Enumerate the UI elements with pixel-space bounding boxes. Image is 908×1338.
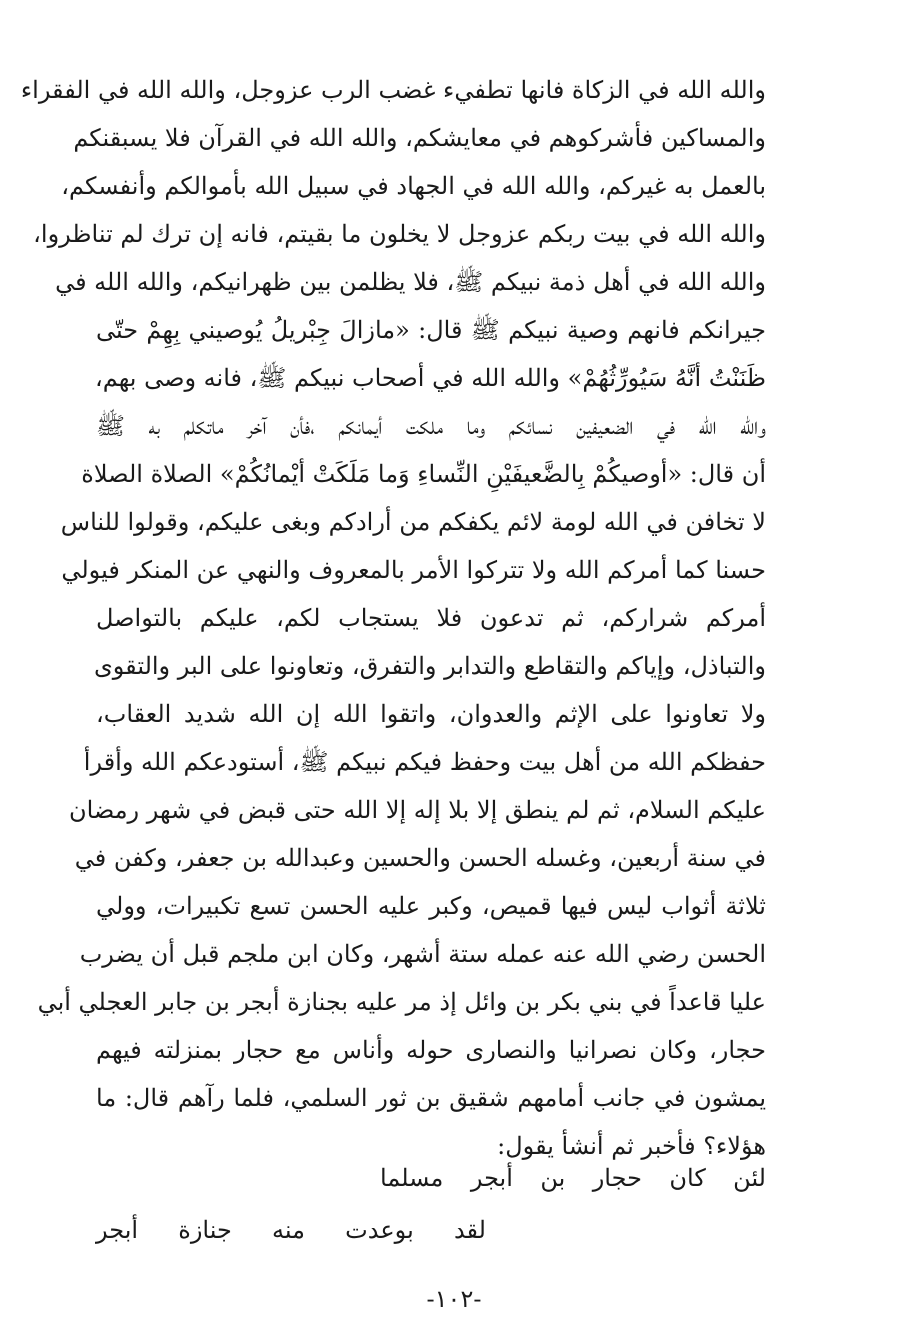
text-line-21: حجار، وكان نصرانيا والنصارى حوله وأناس مع حجار بمنزلته فيهم <box>96 1036 766 1064</box>
text-line-10: لا تخافن في الله لومة لائم يكفكم من أرادكم وبغى عليكم، وقولوا للناس <box>60 508 766 536</box>
text-line-22: يمشون في جانب أمامهم شقيق بن ثور السلمي، فلما رآهم قال: ما <box>96 1084 766 1112</box>
text-line-17: في سنة أربعين، وغسله الحسن والحسين وعبدالله بن جعفر، وكفن في <box>74 844 766 872</box>
text-line-3: بالعمل به غيركم، والله الله في الجهاد في سبيل الله بأموالكم وأنفسكم، <box>61 172 766 200</box>
text-line-11: حسنا كما أمركم الله ولا تتركوا الأمر بالمعروف والنهي عن المنكر فيولي <box>61 556 766 584</box>
text-line-23: هؤلاء؟ فأخبر ثم أنشأ يقول: <box>497 1132 766 1160</box>
text-line-2: والمساكين فأشركوهم في معايشكم، والله الله في القرآن فلا يسبقنكم <box>73 124 766 152</box>
body-text <box>20 66 766 1170</box>
text-line-8: والله الله في الضعيفين نسائكم وما ملكت أيمانكم ،فأن آخر ماتكلم به ﷺ <box>96 412 766 440</box>
text-line-13: والتباذل، وإياكم والتقاطع والتدابر والتفرق، وتعاونوا على البر والتقوى <box>94 652 766 680</box>
text-line-9: أن قال: «أوصيكُمْ بِالضَّعيفَيْنِ النِّساءِ وَما مَلَكَتْ أيْمانُكُمْ» الصلاة الصلاة <box>81 460 766 488</box>
text-line-4: والله الله في بيت ربكم عزوجل لا يخلون ما بقيتم، فانه إن ترك لم تناظروا، <box>33 220 766 248</box>
text-line-5: والله الله في أهل ذمة نبيكم ﷺ، فلا يظلمن بين ظهرانيكم، والله الله في <box>55 268 766 296</box>
text-line-14: ولا تعاونوا على الإثم والعدوان، واتقوا الله إن الله شديد العقاب، <box>96 700 766 728</box>
verse-first-hemistich: لئن كان حجار بن أبجر مسلما <box>380 1164 766 1192</box>
text-line-12: أمركم شراركم، ثم تدعون فلا يستجاب لكم، عليكم بالتواصل <box>96 604 766 632</box>
text-line-19: الحسن رضي الله عنه عمله ستة أشهر، وكان ابن ملجم قبل أن يضرب <box>79 940 766 968</box>
text-line-16: عليكم السلام، ثم لم ينطق إلا بلا إله إلا الله حتى قبض في شهر رمضان <box>68 796 766 824</box>
text-line-6: جيرانكم فانهم وصية نبيكم ﷺ قال: «مازالَ جِبْريلُ يُوصيني بِهِمْ حتّى <box>96 316 766 344</box>
text-line-1: والله الله في الزكاة فانها تطفيء غضب الرب عزوجل، والله الله في الفقراء <box>20 76 766 104</box>
text-line-7: ظَنَنْتُ أنَّهُ سَيُورِّثُهُمْ» والله الله في أصحاب نبيكم ﷺ، فانه وصى بهم، <box>94 364 766 392</box>
verse-second-hemistich: لقد بوعدت منه جنازة أبجر <box>96 1216 486 1244</box>
text-line-20: عليا قاعداً في بني بكر بن وائل إذ مر عليه بجنازة أبجر بن جابر العجلي أبي <box>37 988 766 1016</box>
text-line-15: حفظكم الله من أهل بيت وحفظ فيكم نبيكم ﷺ، أستودعكم الله وأقرأ <box>83 748 766 776</box>
page-number: -١٠٢- <box>426 1285 482 1313</box>
text-line-18: ثلاثة أثواب ليس فيها قميص، وكبر عليه الحسن تسع تكبيرات، وولي <box>96 892 766 920</box>
